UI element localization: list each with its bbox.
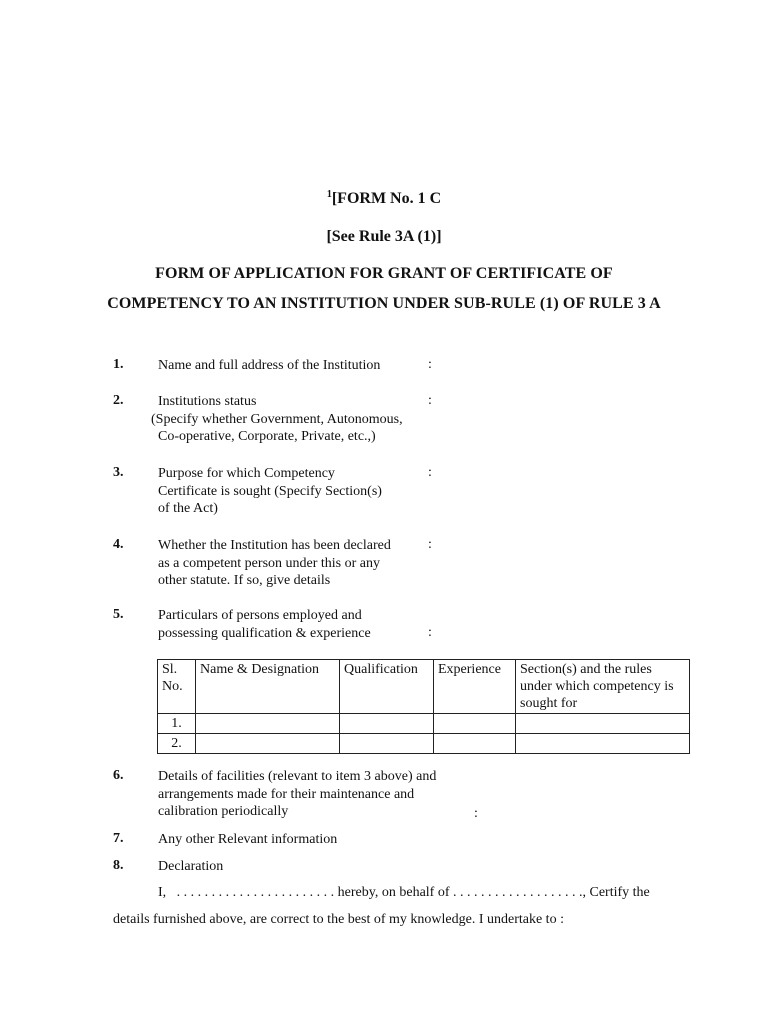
item-4-line-3: other statute. If so, give details (158, 573, 331, 588)
declaration-start: I, (158, 885, 167, 900)
table-cell-sl: 2. (158, 734, 196, 754)
item-6-number: 6. (113, 768, 124, 783)
item-3-colon: : (428, 465, 432, 480)
item-5-line-1: Particulars of persons employed and (158, 608, 362, 623)
form-number: [FORM No. 1 C (331, 190, 442, 207)
column-header-name-designation: Name & Designation (196, 660, 340, 714)
item-8-number: 8. (113, 858, 124, 873)
column-header-sl-no: Sl. No. (158, 660, 196, 714)
item-7-line-1: Any other Relevant information (158, 832, 338, 847)
item-5-line-2: possessing qualification & experience (158, 625, 371, 641)
table-cell (434, 734, 516, 754)
item-3-line-3: of the Act) (158, 501, 218, 516)
table-cell (516, 734, 690, 754)
table-cell (434, 714, 516, 734)
item-5-colon: : (428, 625, 432, 640)
column-header-experience: Experience (434, 660, 516, 714)
persons-employed-table (157, 659, 690, 754)
item-1-text (158, 357, 380, 375)
table-cell (516, 714, 690, 734)
item-1-colon: : (428, 357, 432, 372)
form-title-line-2: COMPETENCY TO AN INSTITUTION UNDER SUB-RULE (1) OF RULE 3 A (107, 295, 661, 312)
table-row (158, 734, 690, 754)
item-4-line-1: Whether the Institution has been declared (158, 538, 391, 553)
item-6-line-3: calibration periodically (158, 804, 289, 819)
table-header-row (158, 660, 690, 714)
declarant-name-blank[interactable]: . . . . . . . . . . . . . . . . . . . . . . . (176, 885, 335, 900)
item-2-text (151, 393, 403, 446)
item-1-number: 1. (113, 357, 124, 372)
form-number-heading (0, 190, 768, 208)
table-cell (340, 734, 434, 754)
item-4-text (158, 537, 391, 590)
item-2-line-1: Institutions status (158, 394, 257, 409)
item-2-number: 2. (113, 393, 124, 408)
item-3-line-2: Certificate is sought (Specify Section(s) (158, 483, 382, 499)
item-2-line-2: (Specify whether Government, Autonomous, (151, 411, 403, 427)
table-cell-sl: 1. (158, 714, 196, 734)
table-cell (196, 714, 340, 734)
item-5-number: 5. (113, 607, 124, 622)
rule-reference: [See Rule 3A (1)] (326, 228, 442, 245)
column-header-qualification: Qualification (340, 660, 434, 714)
declaration-mid: hereby, on behalf of (337, 885, 450, 900)
declaration-end: , Certify the (582, 885, 650, 900)
declaration-line-1 (158, 885, 650, 901)
item-3-text (158, 465, 382, 518)
item-8-text (158, 858, 223, 876)
item-3-number: 3. (113, 465, 124, 480)
item-6-line-1: Details of facilities (relevant to item 3 above) and (158, 769, 437, 784)
item-6-text (158, 768, 436, 821)
item-5-text (158, 607, 371, 642)
item-8-line-1: Declaration (158, 859, 224, 874)
item-3-line-1: Purpose for which Competency (158, 466, 335, 481)
institution-name-blank[interactable]: . . . . . . . . . . . . . . . . . . . (453, 885, 583, 900)
item-1-line-1: Name and full address of the Institution (158, 358, 381, 373)
table-cell (196, 734, 340, 754)
item-2-line-3: Co-operative, Corporate, Private, etc.,) (158, 429, 376, 444)
form-title-line-1: FORM OF APPLICATION FOR GRANT OF CERTIFICATE OF (155, 265, 613, 282)
declaration-line-2: details furnished above, are correct to the best of my knowledge. I undertake to : (113, 912, 564, 927)
item-7-text (158, 831, 337, 849)
item-6-line-2: arrangements made for their maintenance and (158, 786, 415, 802)
item-4-number: 4. (113, 537, 124, 552)
item-4-line-2: as a competent person under this or any (158, 555, 380, 571)
table-row (158, 714, 690, 734)
footnote-mark: 1 (326, 189, 332, 200)
item-2-colon: : (428, 393, 432, 408)
table-cell (340, 714, 434, 734)
column-header-sections-rules: Section(s) and the rules under which competency is sought for (516, 660, 690, 714)
item-7-number: 7. (113, 831, 124, 846)
item-4-colon: : (428, 537, 432, 552)
item-6-colon: : (474, 806, 478, 821)
